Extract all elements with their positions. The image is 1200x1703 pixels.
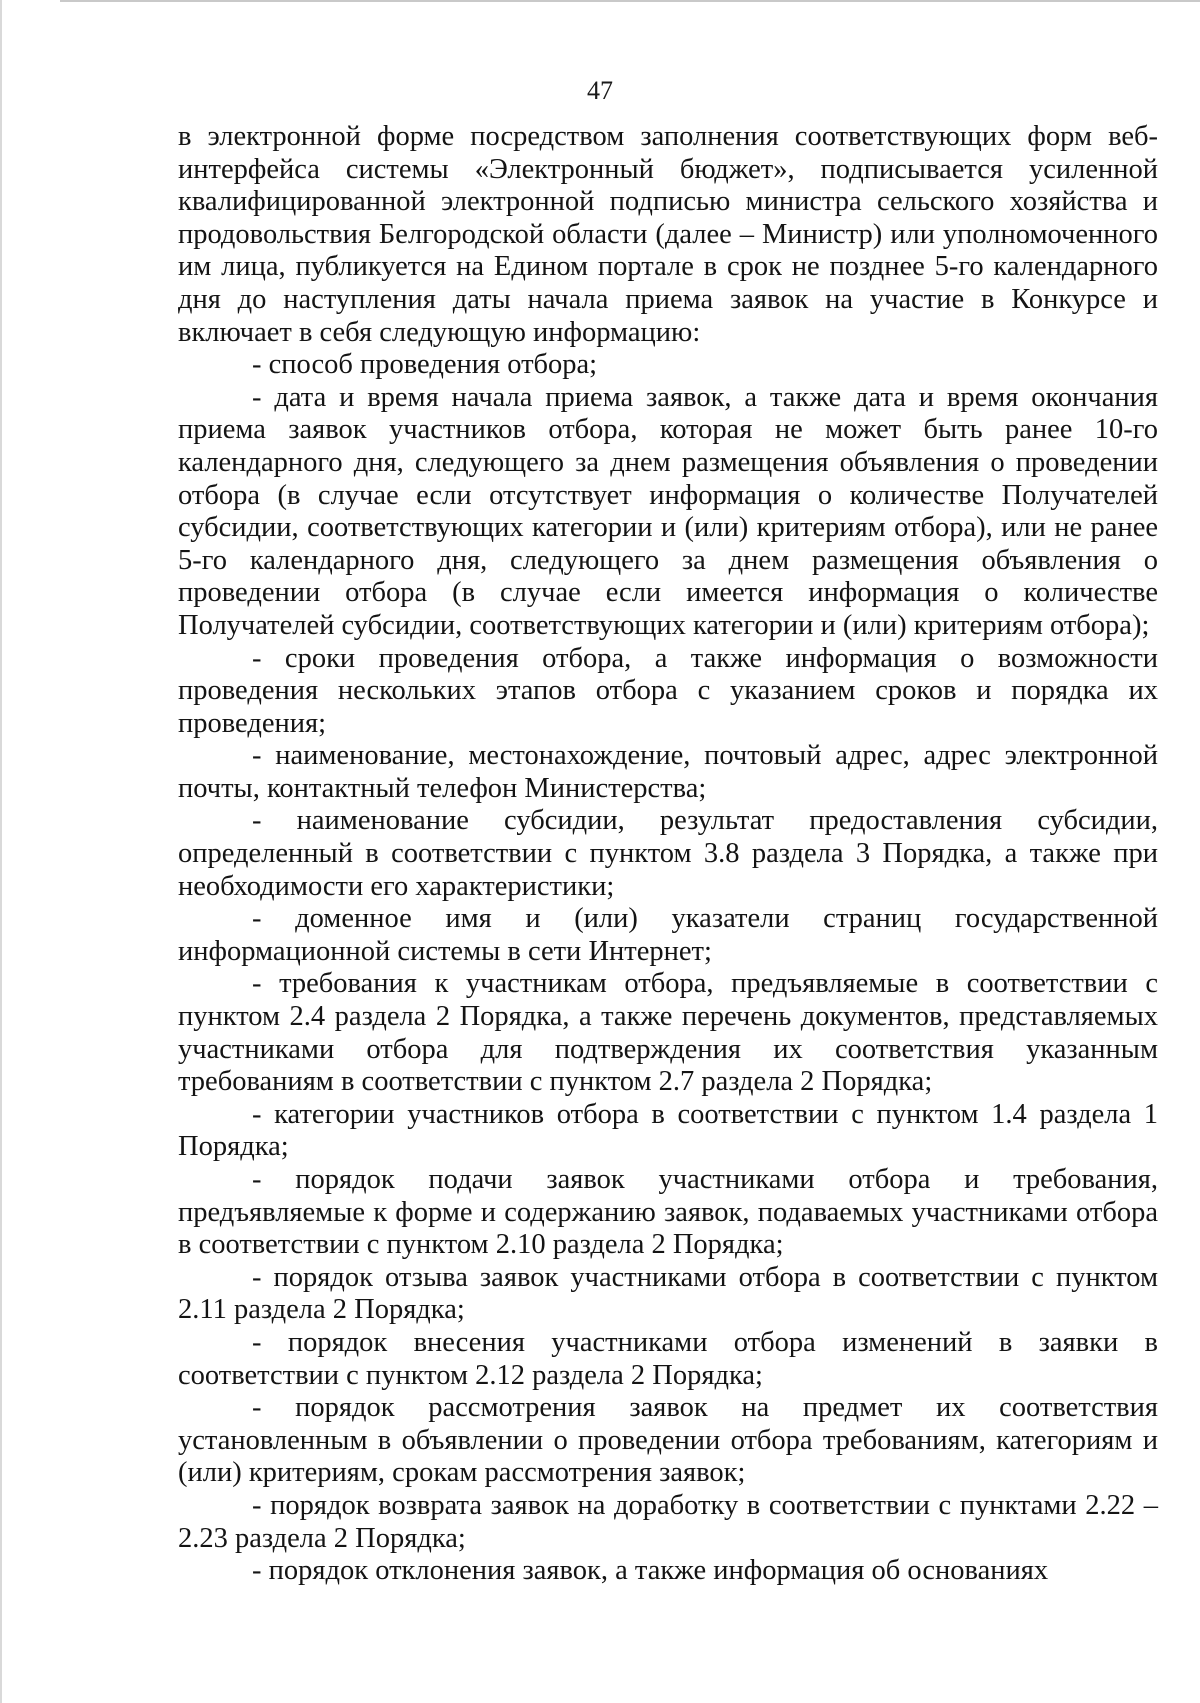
page-left-edge	[0, 0, 2, 1703]
page-top-edge	[60, 0, 1200, 2]
list-item: - доменное имя и (или) указатели страниц государственной информационной системы в сети Интернет;	[178, 903, 1158, 967]
document-body	[178, 121, 1158, 1588]
list-item: - дата и время начала приема заявок, а также дата и время окончания приема заявок участников отбора, которая не может быть ранее 10-го календарного дня, следующего за днем размещения объявления о проведении отбора (в случае если отсутствует информация о количестве Получателей субсидии, соответствующих категории и (или) критериям отбора), или не ранее 5-го календарного дня, следующего за днем размещения объявления о проведении отбора (в случае если имеется информация о количестве Получателей субсидии, соответствующих категории и (или) критериям отбора);	[178, 381, 1158, 641]
list-item: - порядок внесения участниками отбора изменений в заявки в соответствии с пунктом 2.12 раздела 2 Порядка;	[178, 1326, 1158, 1391]
page-number: 47	[587, 76, 613, 105]
list-item: - наименование субсидии, результат предоставления субсидии, определенный в соответствии с пунктом 3.8 раздела 3 Порядка, а также при необходимости его характеристики;	[178, 805, 1158, 902]
list-item: - порядок подачи заявок участниками отбора и требования, предъявляемые к форме и содержанию заявок, подаваемых участниками отбора в соответствии с пунктом 2.10 раздела 2 Порядка;	[178, 1164, 1158, 1261]
paragraph-intro: в электронной форме посредством заполнения соответствующих форм веб-интерфейса системы «Электронный бюджет», подписывается усиленной квалифицированной электронной подписью министра сельского хозяйства и продовольствия Белгородской области (далее – Министр) или уполномоченного им лица, публикуется на Едином портале в срок не позднее 5-го календарного дня до наступления даты начала приема заявок на участие в Конкурсе и включает в себя следующую информацию:	[178, 121, 1158, 348]
list-item: - требования к участникам отбора, предъявляемые в соответствии с пунктом 2.4 раздела 2 Порядка, а также перечень документов, представляемых участниками отбора для подтверждения их соответствия указанным требованиям в соответствии с пунктом 2.7 раздела 2 Порядка;	[178, 968, 1158, 1098]
list-item: - порядок возврата заявок на доработку в соответствии с пунктами 2.22 – 2.23 раздела 2 Порядка;	[178, 1489, 1158, 1554]
list-item: - порядок рассмотрения заявок на предмет их соответствия установленным в объявлении о проведении отбора требованиям, категориям и (или) критериям, срокам рассмотрения заявок;	[178, 1392, 1158, 1489]
list-item: - сроки проведения отбора, а также информация о возможности проведения нескольких этапов отбора с указанием сроков и порядка их проведения;	[178, 642, 1158, 739]
list-item: - категории участников отбора в соответствии с пунктом 1.4 раздела 1 Порядка;	[178, 1098, 1158, 1163]
list-item: - порядок отзыва заявок участниками отбора в соответствии с пунктом 2.11 раздела 2 Порядка;	[178, 1261, 1158, 1326]
list-item: - наименование, местонахождение, почтовый адрес, адрес электронной почты, контактный телефон Министерства;	[178, 740, 1158, 804]
list-item-continued: - порядок отклонения заявок, а также информация об основаниях	[252, 1555, 1049, 1587]
list-item: - способ проведения отбора;	[252, 349, 598, 381]
